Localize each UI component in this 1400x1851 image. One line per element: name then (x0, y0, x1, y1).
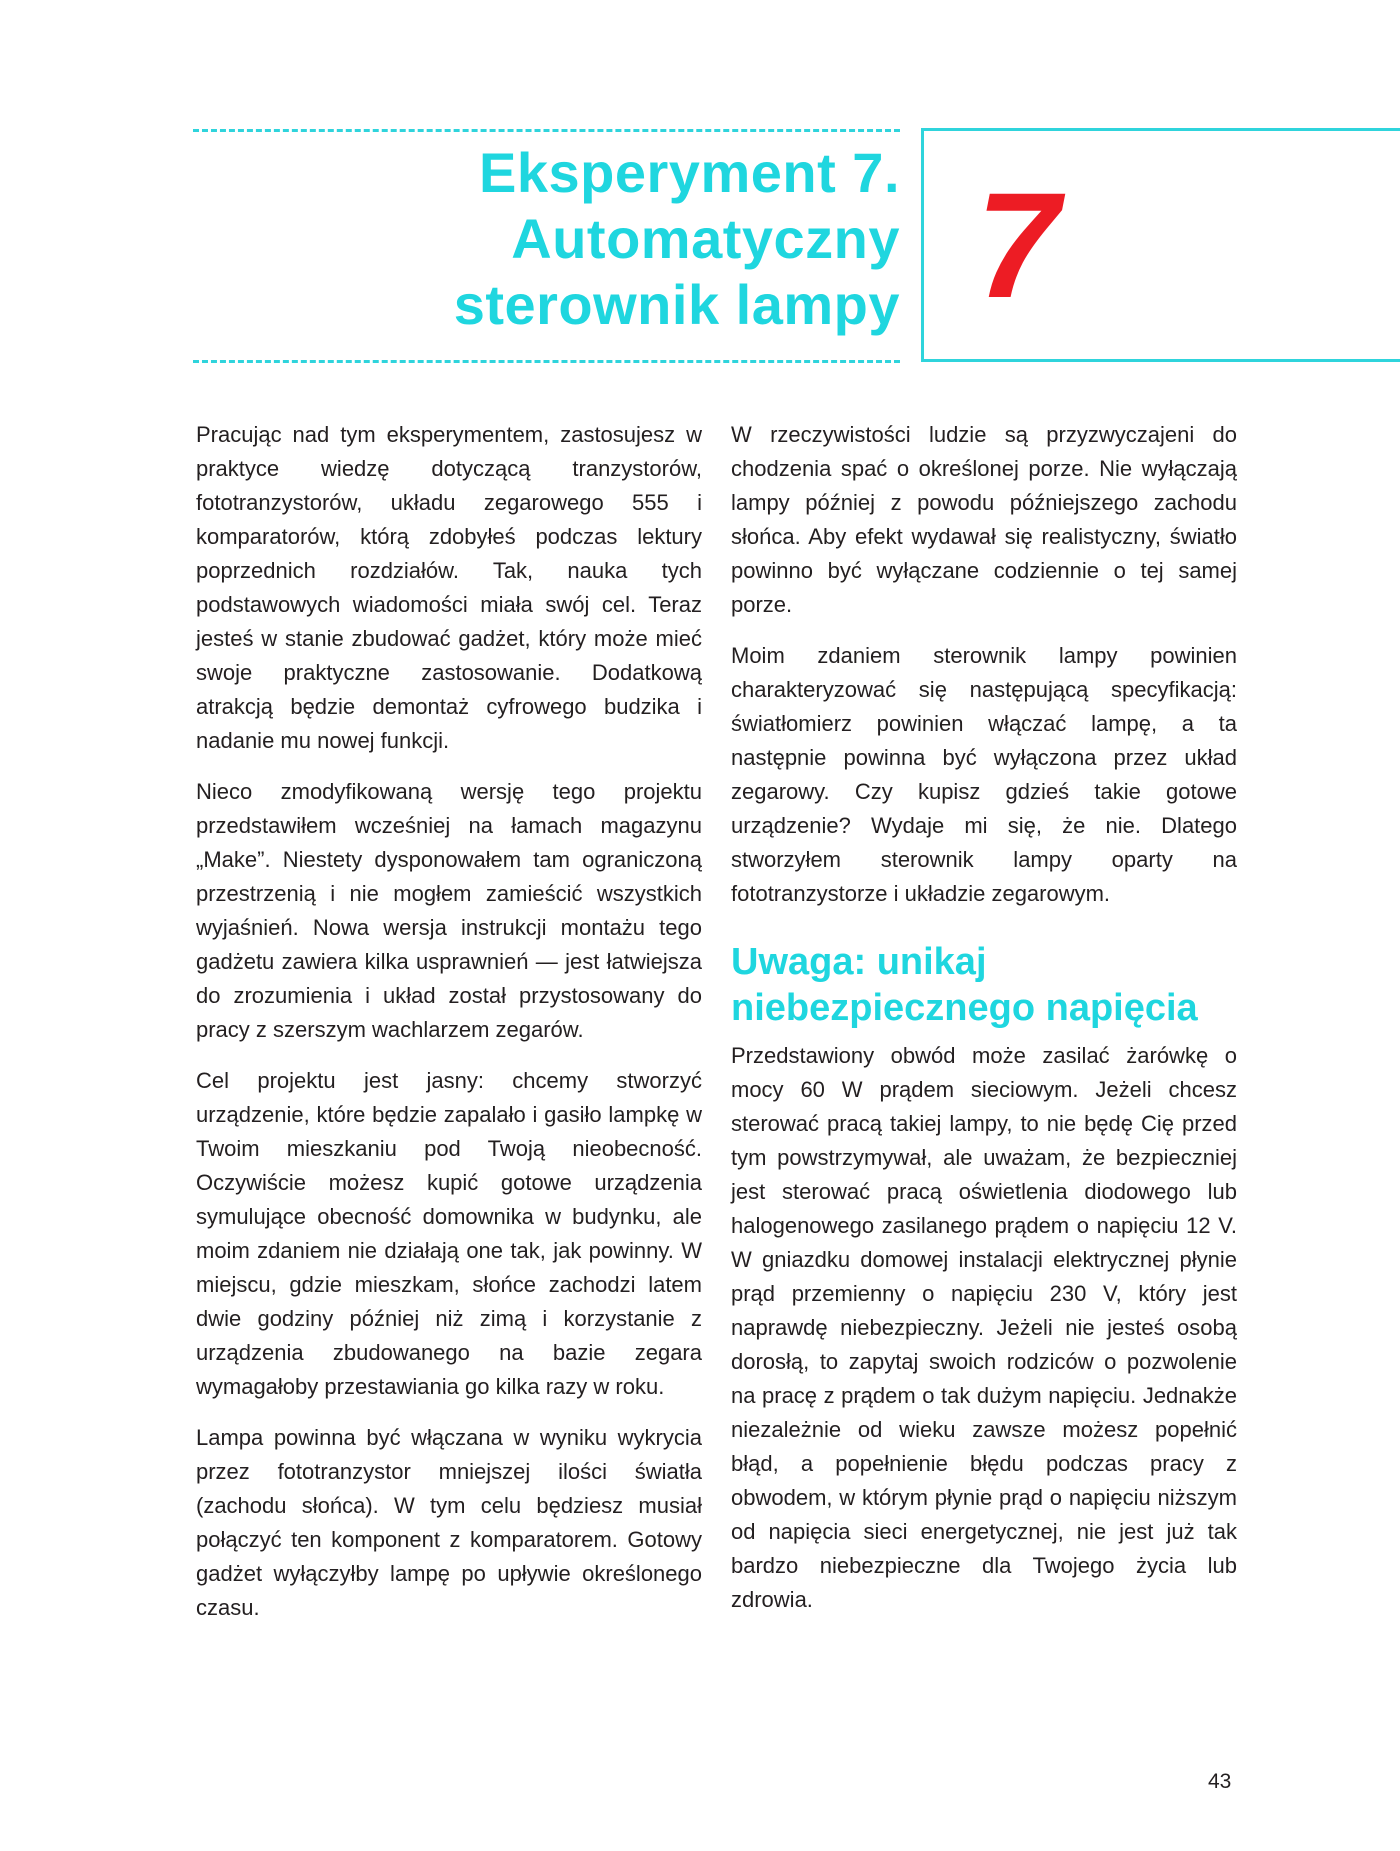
right-column (731, 418, 1237, 1634)
paragraph: Cel projektu jest jasny: chcemy stworzyć urządzenie, które będzie zapalało i gasiło lampkę w Twoim mieszkaniu pod Twoją nieobecność. Oczywiście możesz kupić gotowe urządzenia symulujące obecność domownika w budynku, ale moim zdaniem nie działają one tak, jak powinny. W miejscu, gdzie mieszkam, słońce zachodzi latem dwie godziny później niż zimą i korzystanie z urządzenia zbudowanego na bazie zegara wymagałoby przestawiania go kilka razy w roku. (196, 1068, 702, 1399)
paragraph: Lampa powinna być włączana w wyniku wykrycia przez fototranzystor mniejszej ilości światła (zachodu słońca). W tym celu będziesz musiał połączyć ten komponent z komparatorem. Gotowy gadżet wyłączyłby lampę po upływie określonego czasu. (196, 1425, 702, 1620)
header-rule-top (193, 129, 900, 132)
section-heading-line-2: niebezpiecznego napięcia (731, 987, 1198, 1029)
left-column (196, 418, 702, 1642)
chapter-number: 7 (976, 161, 1060, 329)
chapter-title (340, 140, 900, 338)
paragraph: Pracując nad tym eksperymentem, zastosujesz w praktyce wiedzę dotyczącą tranzystorów, fototranzystorów, układu zegarowego 555 i komparatorów, którą zdobyłeś podczas lektury poprzednich rozdziałów. Tak, nauka tych podstawowych wiadomości miała swój cel. Teraz jesteś w stanie zbudować gadżet, który może mieć swoje praktyczne zastosowanie. Dodatkową atrakcją będzie demontaż cyfrowego budzika i nadanie mu nowej funkcji. (196, 422, 702, 753)
paragraph: Moim zdaniem sterownik lampy powinien charakteryzować się następującą specyfikacją: światłomierz powinien włączać lampę, a ta następnie powinna być wyłączona przez układ zegarowy. Czy kupisz gdzieś takie gotowe urządzenie? Wydaje mi się, że nie. Dlatego stworzyłem sterownik lampy oparty na fototranzystorze i układzie zegarowym. (731, 643, 1237, 906)
section-paragraph: Przedstawiony obwód może zasilać żarówkę o mocy 60 W prądem sieciowym. Jeżeli chcesz sterować pracą takiej lampy, to nie będę Cię przed tym powstrzymywał, ale uważam, że bezpieczniej jest sterować pracą oświetlenia diodowego lub halogenowego zasilanego prądem o napięciu 12 V. W gniazdku domowej instalacji elektrycznej płynie prąd przemienny o napięciu 230 V, który jest naprawdę niebezpieczny. Jeżeli nie jesteś osobą dorosłą, to zapytaj swoich rodziców o pozwolenie na pracę z prądem o tak dużym napięciu. Jednakże niezależnie od wieku zawsze możesz popełnić błąd, a popełnienie błędu podczas pracy z obwodem, w którym płynie prąd o napięciu niższym od napięcia sieci energetycznej, nie jest już tak bardzo niebezpieczne dla Twojego życia lub zdrowia. (731, 1043, 1237, 1612)
paragraph: Nieco zmodyfikowaną wersję tego projektu przedstawiłem wcześniej na łamach magazynu „Make”. Niestety dysponowałem tam ograniczoną przestrzenią i nie mogłem zamieścić wszystkich wyjaśnień. Nowa wersja instrukcji montażu tego gadżetu zawiera kilka usprawnień — jest łatwiejsza do zrozumienia i układ został przystosowany do pracy z szerszym wachlarzem zegarów. (196, 779, 702, 1042)
chapter-title-line-1: Eksperyment 7. (479, 141, 900, 204)
paragraph: W rzeczywistości ludzie są przyzwyczajeni do chodzenia spać o określonej porze. Nie wyłączają lampy później z powodu późniejszego zachodu słońca. Aby efekt wydawał się realistyczny, światło powinno być wyłączane codziennie o tej samej porze. (731, 422, 1237, 617)
chapter-title-line-2: Automatyczny (511, 207, 900, 270)
section-heading-line-1: Uwaga: unikaj (731, 941, 987, 983)
page-number: 43 (1208, 1770, 1232, 1793)
section-heading (731, 939, 1237, 1031)
header-rule-bottom (193, 360, 900, 363)
chapter-title-line-3: sterownik lampy (453, 273, 900, 336)
